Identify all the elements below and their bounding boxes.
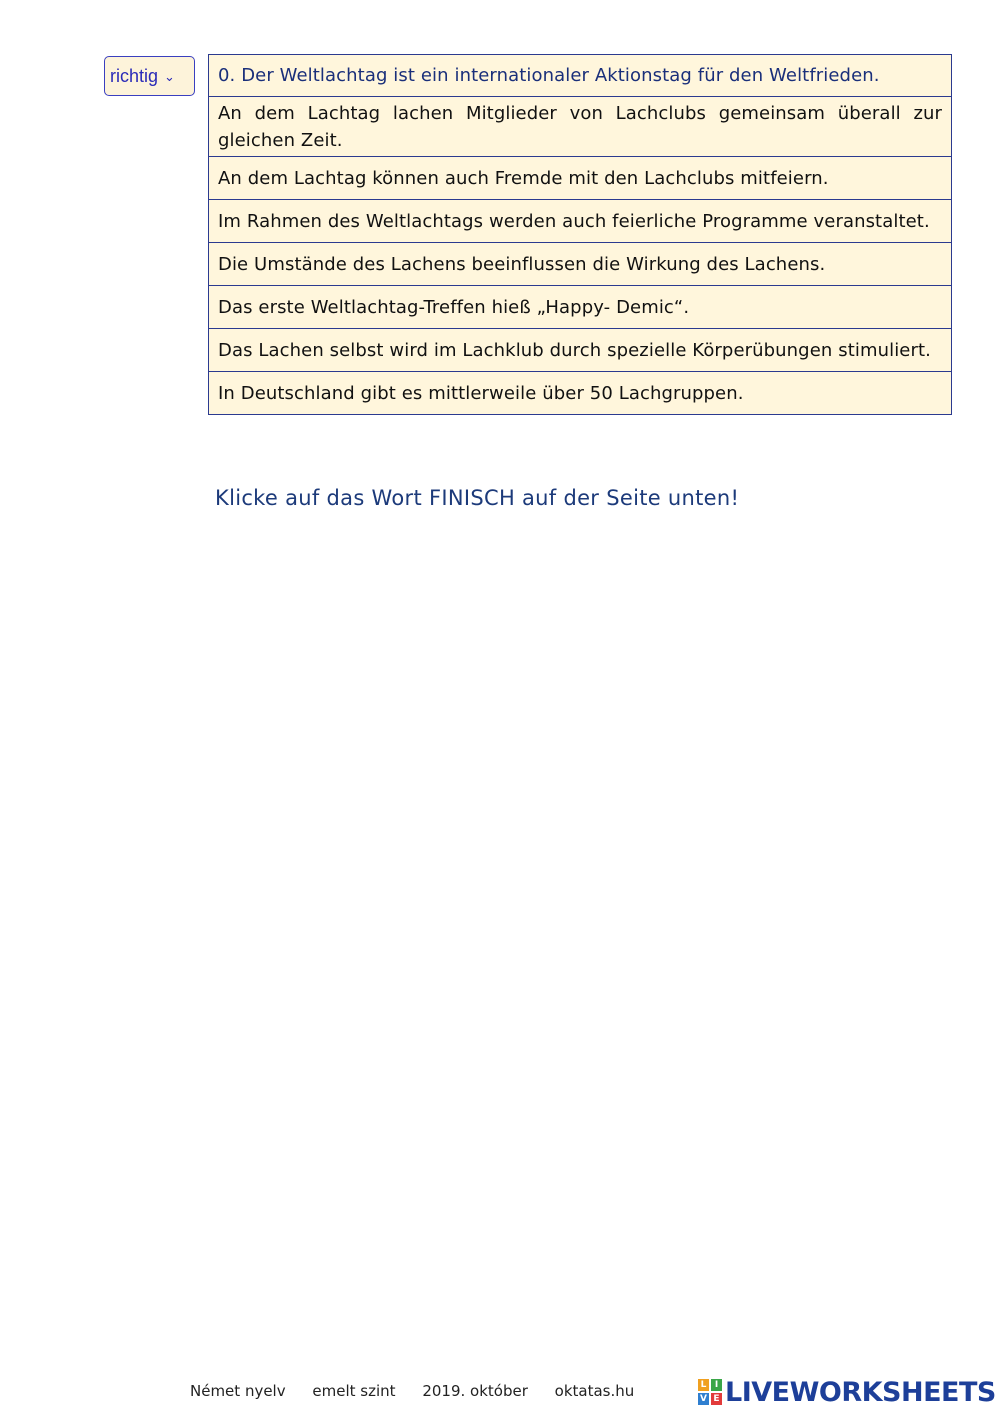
footer-level: emelt szint (312, 1382, 396, 1400)
statement-row: An dem Lachtag können auch Fremde mit den Lachclubs mitfeiern. (209, 156, 951, 199)
instruction-text: Klicke auf das Wort FINISCH auf der Seite unten! (215, 486, 740, 510)
chevron-down-icon: ⌄ (164, 69, 175, 84)
logo-blocks-icon (698, 1379, 722, 1405)
logo-block: E (711, 1393, 722, 1405)
statement-row: An dem Lachtag lachen Mitglieder von Lachclubs gemeinsam überall zur gleichen Zeit. (209, 96, 951, 156)
statement-row: 0. Der Weltlachtag ist ein internationaler Aktionstag für den Weltfrieden. (209, 55, 951, 96)
footer-subject: Német nyelv (190, 1382, 286, 1400)
logo-block: V (698, 1393, 709, 1405)
footer-date: 2019. október (422, 1382, 528, 1400)
logo-block: I (711, 1379, 722, 1391)
statement-row: Das Lachen selbst wird im Lachklub durch spezielle Körperübungen stimuliert. (209, 328, 951, 371)
logo-block: L (698, 1379, 709, 1391)
statements-table (208, 54, 952, 415)
statement-row: Im Rahmen des Weltlachtags werden auch feierliche Programme veranstaltet. (209, 199, 951, 242)
page-footer (190, 1382, 656, 1400)
statement-row: In Deutschland gibt es mittlerweile über 50 Lachgruppen. (209, 371, 951, 414)
footer-source: oktatas.hu (554, 1382, 635, 1400)
statement-row: Das erste Weltlachtag-Treffen hieß „Happy- Demic“. (209, 285, 951, 328)
answer-dropdown[interactable] (104, 56, 195, 96)
liveworksheets-logo[interactable] (698, 1377, 996, 1407)
logo-text: LIVEWORKSHEETS (725, 1376, 996, 1408)
statement-row: Die Umstände des Lachens beeinflussen die Wirkung des Lachens. (209, 242, 951, 285)
answer-dropdown-value: richtig (110, 65, 159, 86)
